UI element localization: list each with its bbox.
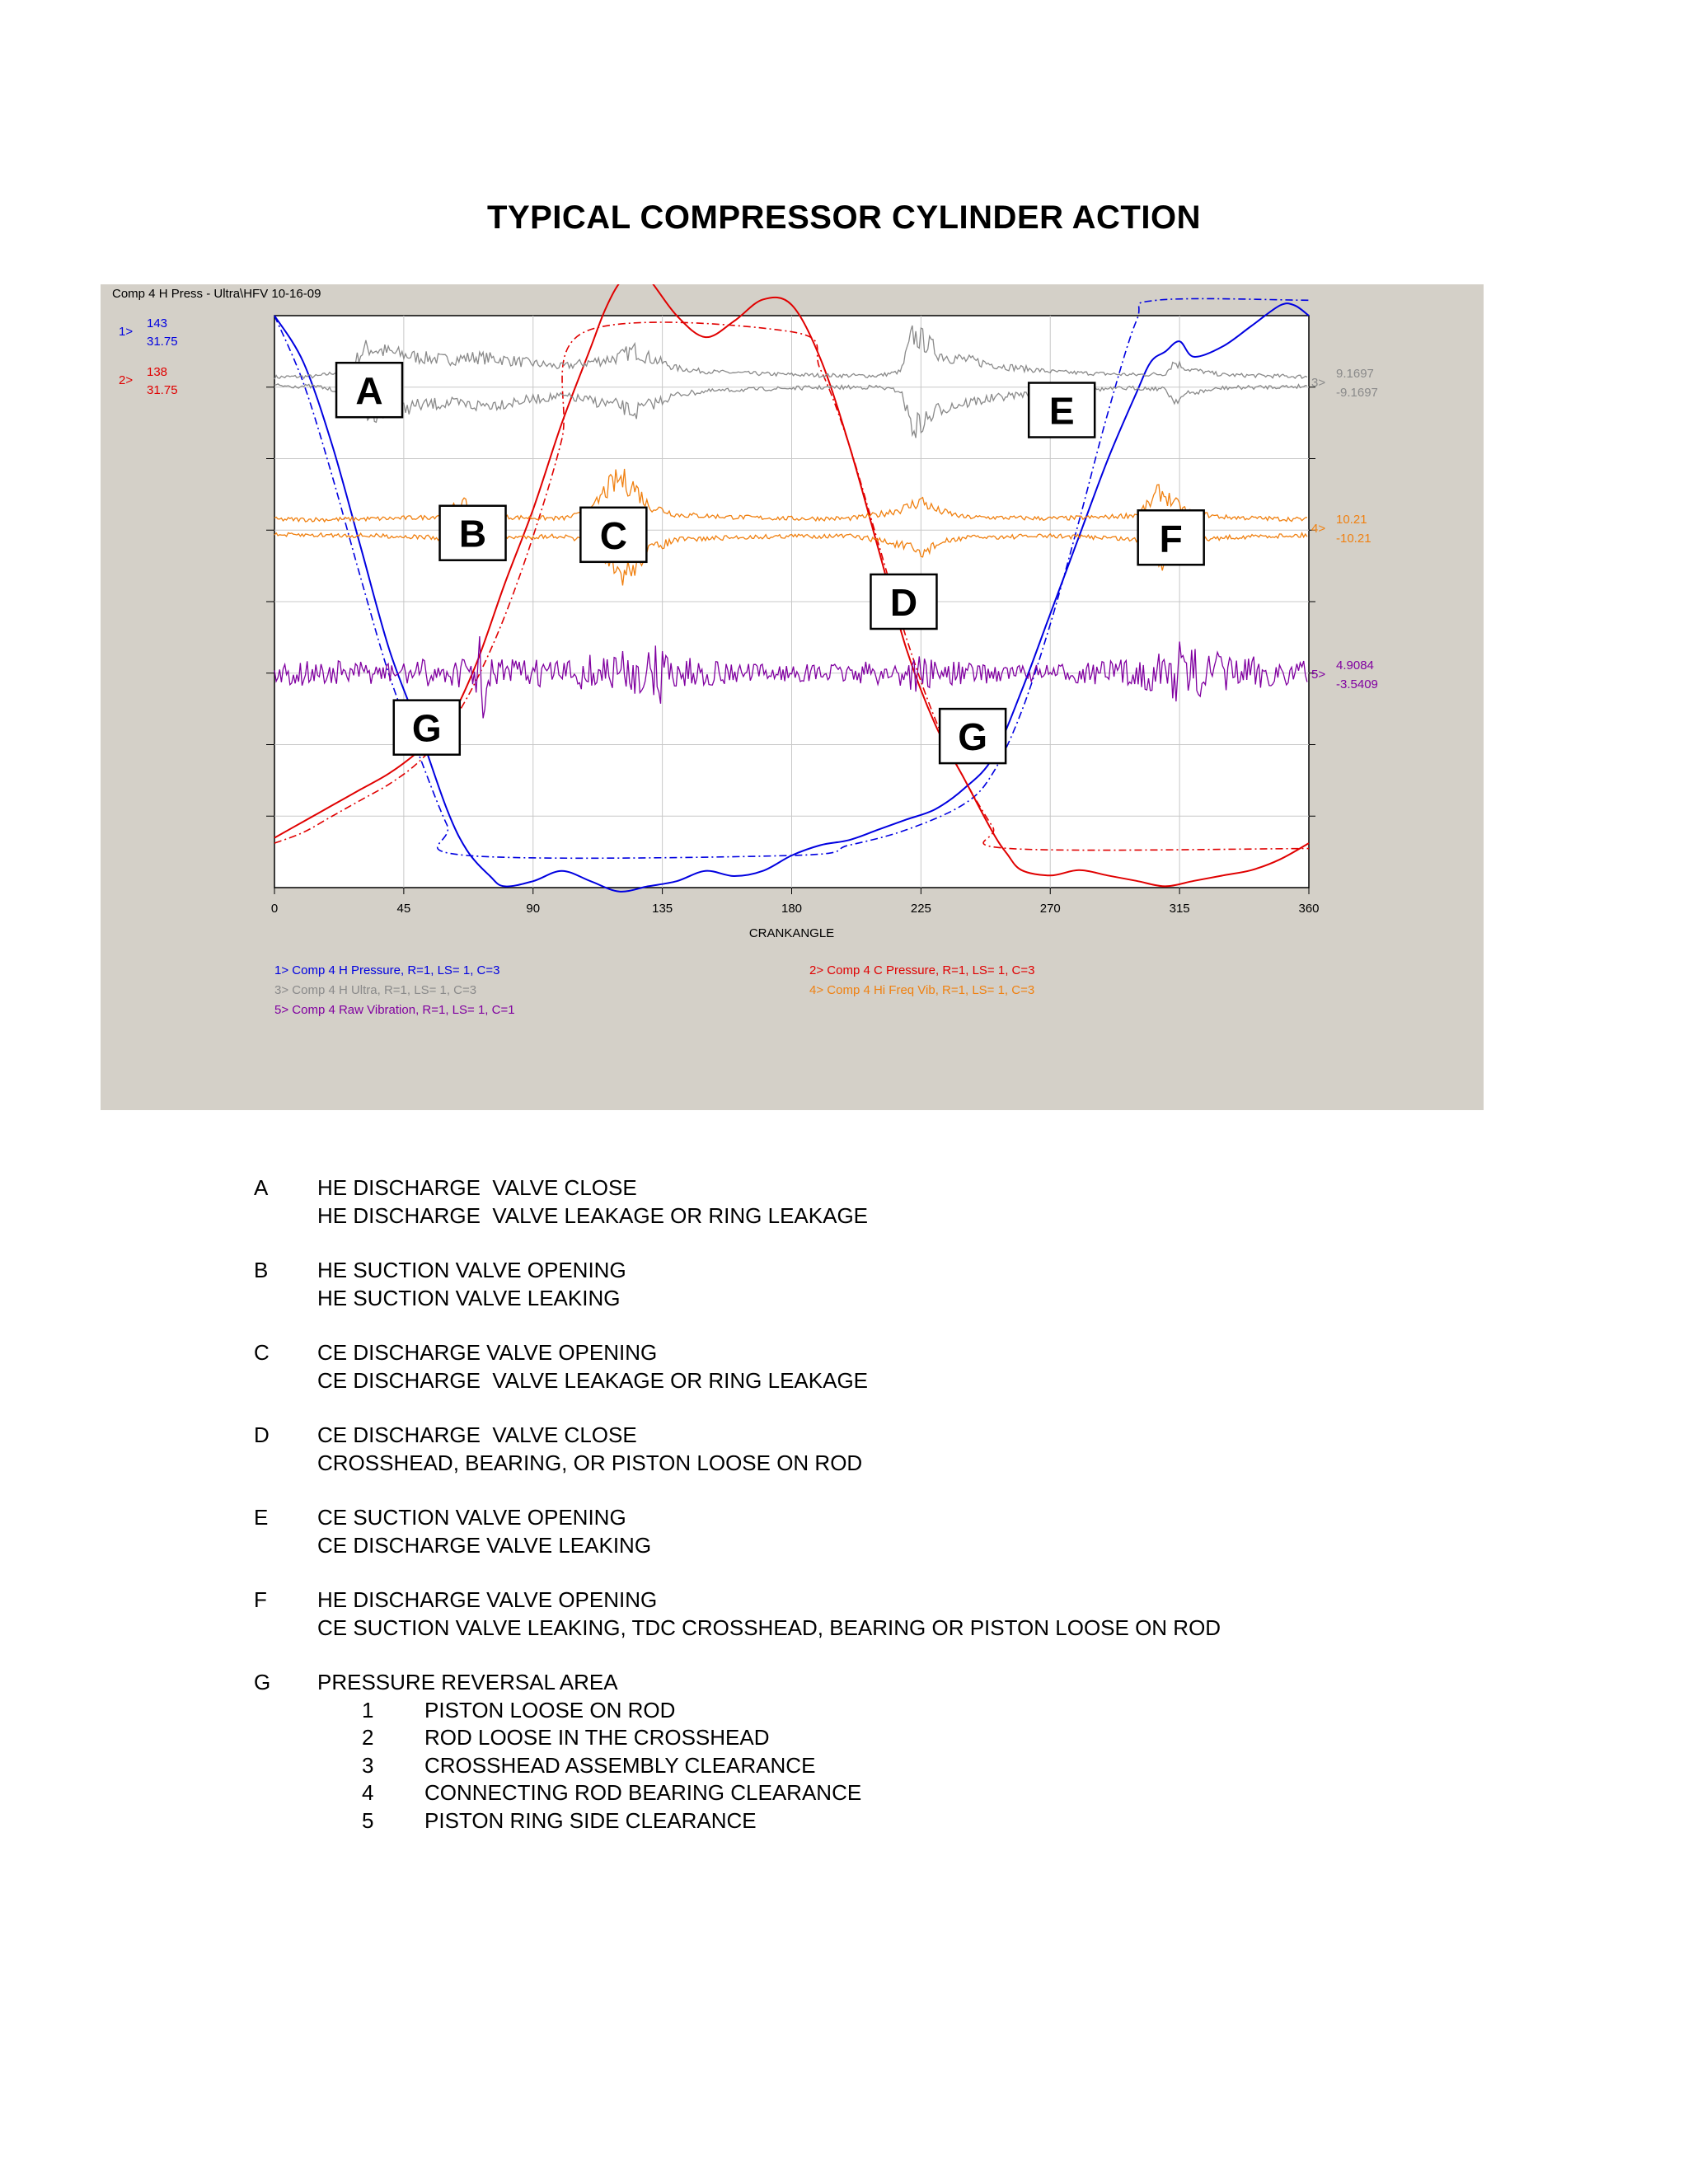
x-tick-label: 270 bbox=[1039, 902, 1061, 916]
description-entry bbox=[254, 1422, 1471, 1477]
description-letter: E bbox=[254, 1505, 269, 1530]
description-entry bbox=[254, 1174, 1471, 1230]
description-line: HE DISCHARGE VALVE CLOSE bbox=[317, 1175, 637, 1200]
scale-id: 5> bbox=[1311, 667, 1326, 682]
cause-item bbox=[317, 1779, 1471, 1807]
description-letter: B bbox=[254, 1258, 269, 1282]
annotation-label: C bbox=[599, 513, 627, 557]
description-line: HE SUCTION VALVE OPENING bbox=[317, 1258, 626, 1282]
x-tick-label: 180 bbox=[781, 902, 803, 916]
cause-text: CONNECTING ROD BEARING CLEARANCE bbox=[424, 1780, 862, 1805]
description-entry bbox=[254, 1257, 1471, 1312]
x-tick-label: 225 bbox=[910, 902, 931, 916]
annotation-label: G bbox=[411, 706, 442, 750]
chart-legend-entry: 5> Comp 4 Raw Vibration, R=1, LS= 1, C=1 bbox=[274, 1003, 515, 1017]
description-entry bbox=[254, 1339, 1471, 1394]
description-line: CE DISCHARGE VALVE OPENING bbox=[317, 1340, 658, 1365]
annotation-descriptions bbox=[254, 1174, 1471, 1862]
description-line: HE DISCHARGE VALVE LEAKAGE OR RING LEAKAGE bbox=[317, 1202, 869, 1228]
description-line: CE DISCHARGE VALVE CLOSE bbox=[317, 1422, 637, 1447]
cause-list bbox=[317, 1697, 1471, 1835]
x-tick-label: 360 bbox=[1298, 902, 1320, 916]
scale-id: 3> bbox=[1311, 375, 1326, 390]
scale-id: 2> bbox=[119, 373, 134, 387]
chart-legend-entry: 2> Comp 4 C Pressure, R=1, LS= 1, C=3 bbox=[809, 963, 1035, 977]
scale-min: -3.5409 bbox=[1336, 677, 1378, 691]
chart-legend-entry: 4> Comp 4 Hi Freq Vib, R=1, LS= 1, C=3 bbox=[809, 983, 1035, 997]
description-line: CE SUCTION VALVE OPENING bbox=[317, 1505, 626, 1530]
description-entry bbox=[254, 1669, 1471, 1835]
scale-min: -9.1697 bbox=[1336, 385, 1378, 400]
description-line: CE DISCHARGE VALVE LEAKAGE OR RING LEAKAGE bbox=[317, 1367, 869, 1393]
chart-legend-entry: 1> Comp 4 H Pressure, R=1, LS= 1, C=3 bbox=[274, 963, 500, 977]
cause-text: PISTON RING SIDE CLEARANCE bbox=[424, 1807, 757, 1833]
description-line: PRESSURE REVERSAL AREA bbox=[317, 1670, 618, 1694]
cause-text: CROSSHEAD ASSEMBLY CLEARANCE bbox=[424, 1752, 816, 1778]
cause-item bbox=[317, 1697, 1471, 1725]
scale-min: -10.21 bbox=[1336, 531, 1372, 546]
annotation-label: E bbox=[1048, 389, 1075, 433]
scale-id: 1> bbox=[119, 325, 134, 339]
description-line: CROSSHEAD, BEARING, OR PISTON LOOSE ON ROD bbox=[317, 1450, 863, 1475]
scale-id: 4> bbox=[1311, 521, 1326, 536]
description-line: HE DISCHARGE VALVE OPENING bbox=[317, 1587, 658, 1612]
cause-number: 4 bbox=[362, 1780, 374, 1805]
cause-text: ROD LOOSE IN THE CROSSHEAD bbox=[424, 1725, 770, 1750]
chart-legend-entry: 3> Comp 4 H Ultra, R=1, LS= 1, C=3 bbox=[274, 983, 477, 997]
x-tick-label: 45 bbox=[396, 902, 411, 916]
compressor-chart bbox=[101, 284, 1484, 1110]
description-line: CE DISCHARGE VALVE LEAKING bbox=[317, 1532, 652, 1558]
scale-max: 138 bbox=[147, 365, 168, 379]
description-letter: C bbox=[254, 1340, 270, 1365]
cause-number: 3 bbox=[362, 1752, 374, 1778]
scale-min: 31.75 bbox=[147, 335, 178, 349]
cause-item bbox=[317, 1752, 1471, 1780]
chart-header: Comp 4 H Press - Ultra\HFV 10-16-09 bbox=[112, 287, 321, 301]
description-letter: D bbox=[254, 1422, 270, 1447]
description-entry bbox=[254, 1504, 1471, 1559]
description-line: HE SUCTION VALVE LEAKING bbox=[317, 1285, 621, 1310]
page-title: TYPICAL COMPRESSOR CYLINDER ACTION bbox=[487, 199, 1201, 236]
cause-number: 2 bbox=[362, 1725, 374, 1750]
annotation-label: D bbox=[889, 581, 918, 624]
cause-text: PISTON LOOSE ON ROD bbox=[424, 1697, 676, 1722]
scale-max: 4.9084 bbox=[1336, 658, 1374, 673]
annotation-label: A bbox=[355, 369, 383, 413]
description-letter: A bbox=[254, 1175, 269, 1200]
x-tick-label: 0 bbox=[270, 902, 279, 916]
description-letter: F bbox=[254, 1587, 267, 1612]
scale-max: 143 bbox=[147, 316, 168, 330]
scale-max: 9.1697 bbox=[1336, 366, 1374, 381]
cause-number: 1 bbox=[362, 1697, 374, 1722]
description-letter: G bbox=[254, 1670, 271, 1694]
description-entry bbox=[254, 1586, 1471, 1642]
x-tick-label: 315 bbox=[1169, 902, 1190, 916]
annotation-label: B bbox=[458, 512, 487, 555]
x-tick-label: 135 bbox=[652, 902, 673, 916]
annotation-label: F bbox=[1159, 517, 1183, 560]
scale-min: 31.75 bbox=[147, 383, 178, 397]
cause-item bbox=[317, 1807, 1471, 1835]
cause-item bbox=[317, 1724, 1471, 1752]
cause-number: 5 bbox=[362, 1807, 374, 1833]
x-axis-label: CRANKANGLE bbox=[748, 926, 835, 940]
x-tick-label: 90 bbox=[526, 902, 541, 916]
scale-max: 10.21 bbox=[1336, 512, 1367, 527]
description-line: CE SUCTION VALVE LEAKING, TDC CROSSHEAD, BEARING OR PISTON LOOSE ON ROD bbox=[317, 1615, 1221, 1640]
annotation-label: G bbox=[958, 715, 988, 759]
